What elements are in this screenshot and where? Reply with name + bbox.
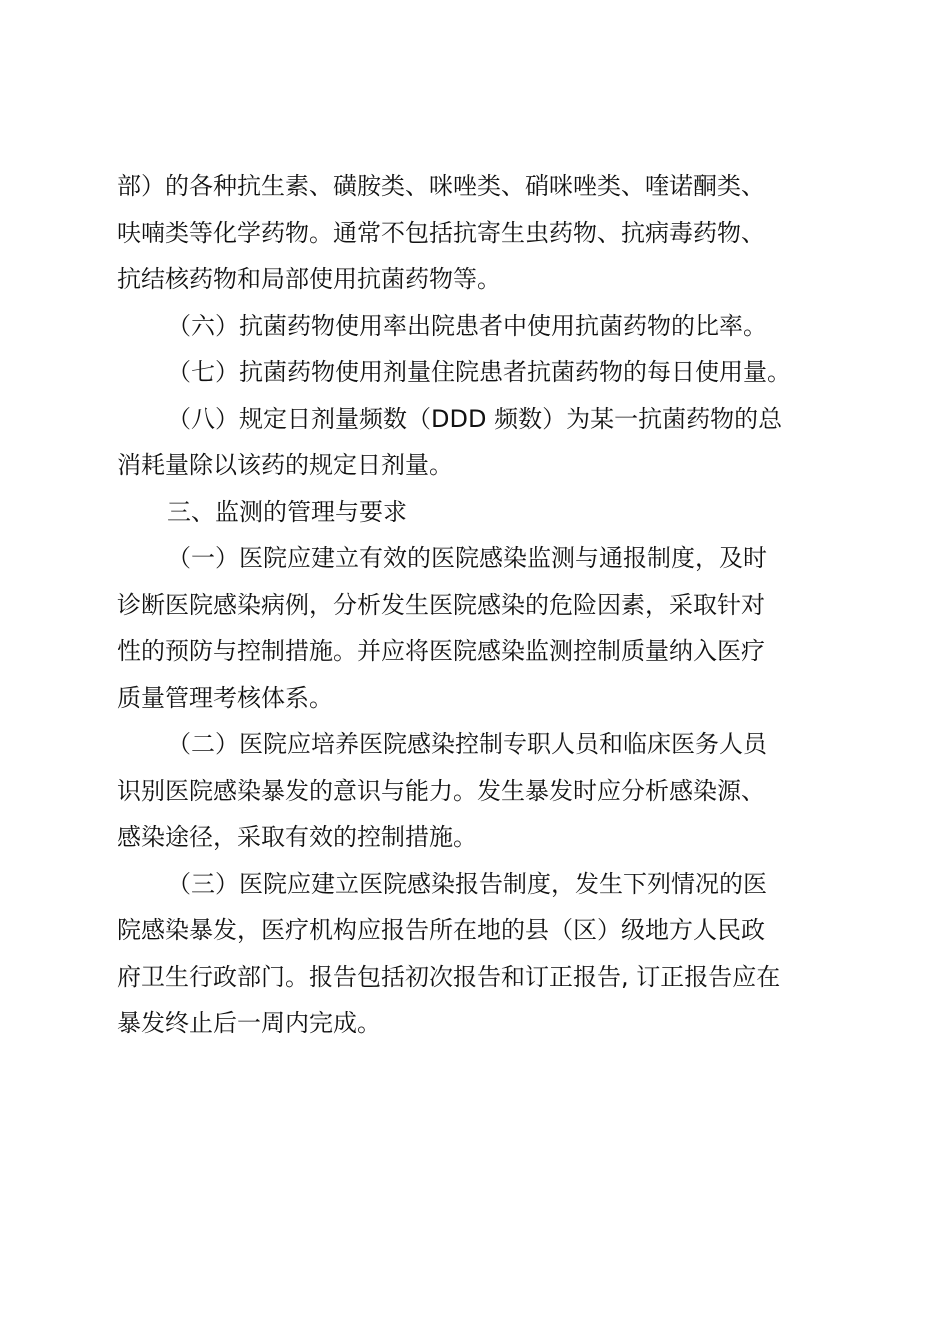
text-line-5: （七）抗菌药物使用剂量住院患者抗菌药物的每日使用量。 — [167, 358, 791, 386]
text-line-17: 院感染暴发，医疗机构应报告所在地的县（区）级地方人民政 — [117, 916, 765, 944]
text-line-15: 感染途径，采取有效的控制措施。 — [117, 823, 477, 851]
section-heading: 三、监测的管理与要求 — [167, 497, 407, 526]
text-line-7: 消耗量除以该药的规定日剂量。 — [117, 451, 453, 479]
text-line-16: （三）医院应建立医院感染报告制度，发生下列情况的医 — [167, 869, 767, 898]
text-line-19: 暴发终止后一周内完成。 — [117, 1009, 381, 1037]
text-line-13: （二）医院应培养医院感染控制专职人员和临床医务人员 — [167, 730, 767, 758]
text-line-9: （一）医院应建立有效的医院感染监测与通报制度，及时 — [167, 544, 767, 572]
text-line-14: 识别医院感染暴发的意识与能力。发生暴发时应分析感染源、 — [117, 776, 765, 805]
text-line-11: 性的预防与控制措施。并应将医院感染监测控制质量纳入医疗 — [117, 637, 765, 665]
text-line-1: 部）的各种抗生素、磺胺类、咪唑类、硝咪唑类、喹诺酮类、 — [117, 172, 765, 200]
text-line-4: （六）抗菌药物使用率出院患者中使用抗菌药物的比率。 — [167, 311, 767, 340]
text-line-12: 质量管理考核体系。 — [117, 683, 333, 712]
document-page — [117, 163, 877, 1047]
text-line-3: 抗结核药物和局部使用抗菌药物等。 — [117, 265, 501, 293]
text-line-6: （八）规定日剂量频数（DDD 频数）为某一抗菌药物的总 — [167, 404, 783, 433]
text-line-2: 呋喃类等化学药物。通常不包括抗寄生虫药物、抗病毒药物、 — [117, 218, 765, 247]
text-line-18: 府卫生行政部门。报告包括初次报告和订正报告, 订正报告应在 — [117, 962, 781, 991]
text-line-10: 诊断医院感染病例，分析发生医院感染的危险因素，采取针对 — [117, 590, 765, 619]
